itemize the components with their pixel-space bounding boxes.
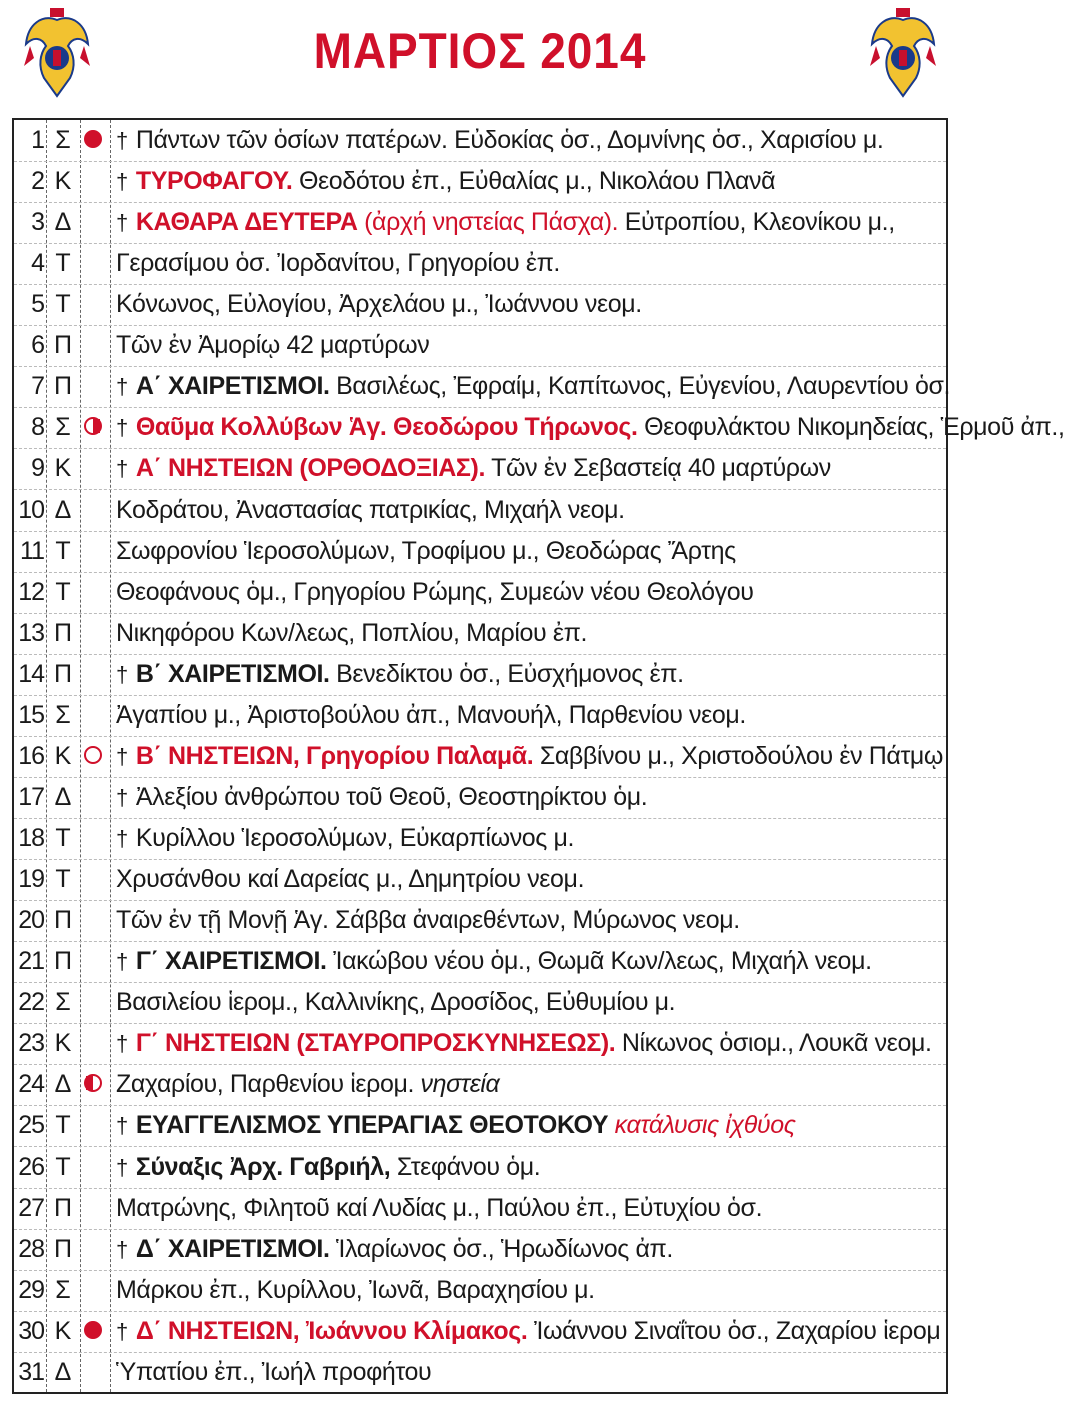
cross-icon: † <box>116 210 128 236</box>
feast-text <box>116 1352 942 1393</box>
cross-icon: † <box>116 1236 128 1262</box>
feast-text <box>116 366 951 407</box>
feast-segment: Εὐτροπίου, Κλεονίκου μ., <box>618 208 895 237</box>
feast-segment: Τῶν ἐν Ἀμορίῳ 42 μαρτύρων <box>116 331 430 360</box>
day-number: 17 <box>18 782 44 811</box>
feast-segment: ΚΑΘΑΡΑ ΔΕΥΤΕΡΑ <box>135 208 358 237</box>
feast-text <box>116 161 942 202</box>
day-number: 15 <box>18 700 44 729</box>
feast-segment: Δ΄ ΧΑΙΡΕΤΙΣΜΟΙ. <box>135 1234 330 1263</box>
weekday-letter: Π <box>53 618 73 647</box>
cross-icon: † <box>116 374 128 400</box>
calendar-row <box>14 900 946 942</box>
feast-segment: Α΄ ΧΑΙΡΕΤΙΣΜΟΙ. <box>135 372 330 401</box>
calendar-row <box>14 1352 946 1393</box>
feast-segment: Πάντων τῶν ὁσίων πατέρων. Εὐδοκίας ὁσ., Δομνίνης ὁσ., Χαρισίου μ. <box>135 126 884 154</box>
calendar-row <box>14 1105 946 1147</box>
feast-text <box>116 859 942 900</box>
day-number: 25 <box>18 1111 44 1140</box>
calendar-row <box>14 1023 946 1065</box>
feast-segment: Τῶν ἐν Σεβαστείᾳ 40 μαρτύρων <box>485 454 831 483</box>
feast-text <box>116 1023 942 1064</box>
feast-segment: νηστεία <box>420 1070 500 1099</box>
feast-segment: ΤΥΡΟΦΑΓΟΥ. <box>135 167 293 196</box>
weekday-letter: Σ <box>55 700 71 729</box>
day-number: 14 <box>18 659 44 688</box>
weekday-letter: Π <box>53 331 73 360</box>
moon-phase-icon <box>84 130 104 150</box>
feast-segment: Γ΄ ΧΑΙΡΕΤΙΣΜΟΙ. <box>135 947 327 976</box>
day-number: 1 <box>31 126 44 154</box>
feast-text <box>116 284 942 325</box>
feast-segment: Γερασίμου ὁσ. Ἰορδανίτου, Γρηγορίου ἐπ. <box>116 249 560 278</box>
feast-segment: Ὑπατίου ἐπ., Ἰωήλ προφήτου <box>116 1357 432 1386</box>
day-number: 5 <box>31 290 44 319</box>
calendar-row <box>14 161 946 203</box>
page-title: ΜΑΡΤΙΟΣ 2014 <box>313 23 647 79</box>
feast-text <box>116 202 942 243</box>
feast-segment: Θαῦμα Κολλύβων Ἁγ. Θεοδώρου Τήρωνος. <box>135 413 638 442</box>
feast-segment: Μάρκου ἐπ., Κυρίλλου, Ἰωνᾶ, Βαραχησίου μ. <box>116 1275 595 1304</box>
calendar-row <box>14 1229 946 1271</box>
feast-text <box>116 1064 942 1105</box>
feast-text <box>116 941 942 982</box>
moon-phase-icon <box>84 1321 104 1341</box>
feast-segment: Κόνωνος, Εὐλογίου, Ἀρχελάου μ., Ἰωάννου νεομ. <box>116 290 642 319</box>
feast-text <box>116 818 942 859</box>
feast-segment: Γ΄ ΝΗΣΤΕΙΩΝ (ΣΤΑΥΡΟΠΡΟΣΚΥΝΗΣΕΩΣ). <box>135 1029 616 1058</box>
day-number: 3 <box>31 208 44 237</box>
feast-text <box>116 1229 942 1270</box>
feast-segment: Θεοδότου ἐπ., Εὐθαλίας μ., Νικολάου Πλανᾶ <box>292 167 776 196</box>
feast-text <box>116 1270 942 1311</box>
feast-segment: Βασιλέως, Ἐφραίμ, Καπίτωνος, Εὐγενίου, Λαυρεντίου ὁσ. <box>329 372 951 401</box>
day-number: 18 <box>18 824 44 853</box>
day-number: 23 <box>18 1029 44 1058</box>
feast-segment: (ἀρχή νηστείας Πάσχα). <box>357 208 619 237</box>
day-number: 28 <box>18 1234 44 1263</box>
day-number: 8 <box>31 413 44 442</box>
day-number: 22 <box>18 988 44 1017</box>
cross-icon: † <box>116 743 128 769</box>
weekday-letter: Σ <box>55 988 71 1017</box>
cross-icon: † <box>116 1031 128 1057</box>
feast-text <box>116 531 942 572</box>
day-number: 16 <box>18 741 44 770</box>
calendar-row <box>14 1311 946 1353</box>
feast-text <box>116 982 942 1023</box>
feast-segment: Βενεδίκτου ὁσ., Εὐσχήμονος ἐπ. <box>329 659 684 688</box>
day-number: 7 <box>31 372 44 401</box>
day-number: 2 <box>31 167 44 196</box>
feast-segment: Β΄ ΝΗΣΤΕΙΩΝ, Γρηγορίου Παλαμᾶ. <box>135 741 534 770</box>
day-number: 19 <box>18 865 44 894</box>
day-number: 11 <box>20 536 44 565</box>
weekday-letter: Κ <box>54 167 72 196</box>
calendar-row <box>14 284 946 326</box>
feast-text <box>116 448 942 489</box>
feast-segment: Ἱλαρίωνος ὁσ., Ἡρωδίωνος ἀπ. <box>329 1234 673 1263</box>
feast-segment: Ἰωάννου Σιναΐτου ὁσ., Ζαχαρίου ἱερομ <box>527 1316 941 1345</box>
weekday-letter: Δ <box>54 1357 72 1386</box>
feast-segment: κατάλυσις ἰχθύος <box>614 1111 796 1140</box>
feast-text <box>116 120 942 161</box>
weekday-letter: Τ <box>55 290 71 319</box>
weekday-letter: Κ <box>54 1316 72 1345</box>
feast-segment: Σύναξις Ἀρχ. Γαβριήλ, <box>135 1152 391 1181</box>
cross-icon: † <box>116 128 128 153</box>
day-number: 21 <box>18 947 44 976</box>
feast-segment: Στεφάνου ὁμ. <box>390 1152 541 1181</box>
weekday-letter: Τ <box>55 824 71 853</box>
weekday-letter: Π <box>53 1193 73 1222</box>
moon-phase-icon <box>84 417 104 437</box>
cross-icon: † <box>116 826 128 852</box>
calendar-table <box>12 118 1065 1394</box>
weekday-letter: Τ <box>55 577 71 606</box>
day-number: 12 <box>18 577 44 606</box>
day-number: 10 <box>18 495 44 524</box>
day-number: 9 <box>31 454 44 483</box>
moon-phase-icon <box>84 1074 104 1094</box>
feast-segment: Χρυσάνθου καί Δαρείας μ., Δημητρίου νεομ. <box>116 865 585 894</box>
feast-segment: Ἀλεξίου ἀνθρώπου τοῦ Θεοῦ, Θεοστηρίκτου ὁμ. <box>135 782 648 811</box>
day-number: 31 <box>18 1357 44 1386</box>
day-number: 24 <box>18 1070 44 1099</box>
calendar-row <box>14 1270 946 1312</box>
calendar-row <box>14 654 946 696</box>
feast-text <box>116 1105 942 1146</box>
weekday-letter: Κ <box>54 454 72 483</box>
calendar-row <box>14 818 946 860</box>
weekday-letter: Π <box>53 659 73 688</box>
feast-segment: Νικηφόρου Κων/λεως, Ποπλίου, Μαρίου ἐπ. <box>116 618 587 647</box>
feast-text <box>116 325 942 366</box>
weekday-letter: Κ <box>54 741 72 770</box>
calendar-row <box>14 777 946 819</box>
feast-segment: Ἰακώβου νέου ὁμ., Θωμᾶ Κων/λεως, Μιχαήλ νεομ. <box>326 947 872 976</box>
weekday-letter: Σ <box>55 126 71 154</box>
feast-text <box>116 407 1065 448</box>
feast-text <box>116 654 942 695</box>
calendar-row <box>14 613 946 655</box>
weekday-letter: Π <box>53 1234 73 1263</box>
feast-segment: Νίκωνος ὁσιομ., Λουκᾶ νεομ. <box>615 1029 932 1058</box>
feast-text <box>116 1311 942 1352</box>
calendar-row <box>14 982 946 1024</box>
day-number: 29 <box>18 1275 44 1304</box>
day-number: 4 <box>31 249 44 278</box>
calendar-row <box>14 1147 946 1189</box>
calendar-row <box>14 695 946 737</box>
feast-text <box>116 1147 942 1188</box>
calendar-row <box>14 1064 946 1106</box>
calendar-row <box>14 941 946 983</box>
weekday-letter: Δ <box>54 782 72 811</box>
day-number: 30 <box>18 1316 44 1345</box>
calendar-row <box>14 490 946 532</box>
day-number: 26 <box>18 1152 44 1181</box>
feast-segment: Δ΄ ΝΗΣΤΕΙΩΝ, Ἰωάννου Κλίμακος. <box>135 1316 528 1345</box>
feast-text <box>116 490 942 531</box>
weekday-letter: Π <box>53 372 73 401</box>
moon-phase-icon <box>84 746 104 766</box>
feast-text <box>116 777 942 818</box>
feast-text <box>116 613 942 654</box>
feast-text <box>116 695 942 736</box>
cross-icon: † <box>116 456 128 482</box>
weekday-letter: Π <box>53 947 73 976</box>
feast-text <box>116 572 942 613</box>
weekday-letter: Κ <box>54 1029 72 1058</box>
feast-segment: Σωφρονίου Ἱεροσολύμων, Τροφίμου μ., Θεοδώρας Ἄρτης <box>116 536 736 565</box>
weekday-letter: Τ <box>55 1111 71 1140</box>
cross-icon: † <box>116 784 128 810</box>
cross-icon: † <box>116 169 128 195</box>
calendar-row <box>14 325 946 367</box>
calendar-row <box>14 202 946 244</box>
weekday-letter: Σ <box>55 1275 71 1304</box>
calendar-row <box>14 859 946 901</box>
calendar-row <box>14 572 946 614</box>
feast-text <box>116 1188 942 1229</box>
weekday-letter: Δ <box>54 208 72 237</box>
weekday-letter: Τ <box>55 249 71 278</box>
calendar-row <box>14 407 1065 449</box>
feast-segment: Β΄ ΧΑΙΡΕΤΙΣΜΟΙ. <box>135 659 330 688</box>
cross-icon: † <box>116 661 128 687</box>
feast-segment: Κοδράτου, Ἀναστασίας πατρικίας, Μιχαήλ νεομ. <box>116 495 625 524</box>
feast-text <box>116 243 942 284</box>
feast-segment: ΕΥΑΓΓΕΛΙΣΜΟΣ ΥΠΕΡΑΓΙΑΣ ΘΕΟΤΟΚΟΥ <box>135 1111 609 1140</box>
feast-segment: Θεοφυλάκτου Νικομηδείας, Ἑρμοῦ ἀπ., <box>637 413 1065 442</box>
calendar-row <box>14 448 946 490</box>
calendar-row <box>14 243 946 285</box>
calendar-row <box>14 120 946 162</box>
cross-icon: † <box>116 1154 128 1180</box>
weekday-letter: Σ <box>55 413 71 442</box>
weekday-letter: Τ <box>55 865 71 894</box>
weekday-letter: Δ <box>54 1070 72 1099</box>
feast-segment: Βασιλείου ἱερομ., Καλλινίκης, Δροσίδος, Εὐθυμίου μ. <box>116 988 676 1017</box>
feast-segment: Κυρίλλου Ἱεροσολύμων, Εὐκαρπίωνος μ. <box>135 824 575 853</box>
day-number: 20 <box>18 906 44 935</box>
weekday-letter: Τ <box>55 1152 71 1181</box>
calendar-row <box>14 366 951 408</box>
day-number: 6 <box>31 331 44 360</box>
feast-text <box>116 736 942 777</box>
weekday-letter: Δ <box>54 495 72 524</box>
feast-segment: Ματρώνης, Φιλητοῦ καί Λυδίας μ., Παύλου ἐπ., Εὐτυχίου ὁσ. <box>116 1193 763 1222</box>
feast-segment: Τῶν ἐν τῇ Μονῇ Ἁγ. Σάββα ἀναιρεθέντων, Μύρωνος νεομ. <box>116 906 740 935</box>
calendar-row <box>14 736 946 778</box>
cross-icon: † <box>116 949 128 975</box>
weekday-letter: Τ <box>55 536 71 565</box>
calendar-row <box>14 531 946 573</box>
feast-segment: Σαββίνου μ., Χριστοδούλου ἐν Πάτμῳ <box>533 741 944 770</box>
feast-segment: Α΄ ΝΗΣΤΕΙΩΝ (ΟΡΘΟΔΟΞΙΑΣ). <box>135 454 485 483</box>
weekday-letter: Π <box>53 906 73 935</box>
cross-icon: † <box>116 415 128 441</box>
cross-icon: † <box>116 1318 128 1344</box>
cross-icon: † <box>116 1113 128 1139</box>
feast-segment: Θεοφάνους ὁμ., Γρηγορίου Ρώμης, Συμεών νέου Θεολόγου <box>116 577 754 606</box>
calendar-row <box>14 1188 946 1230</box>
day-number: 13 <box>18 618 44 647</box>
feast-text <box>116 900 942 941</box>
feast-segment: Ζαχαρίου, Παρθενίου ἱερομ. <box>116 1070 421 1099</box>
feast-segment: Ἀγαπίου μ., Ἀριστοβούλου ἀπ., Μανουήλ, Παρθενίου νεομ. <box>116 700 746 729</box>
day-number: 27 <box>18 1193 44 1222</box>
